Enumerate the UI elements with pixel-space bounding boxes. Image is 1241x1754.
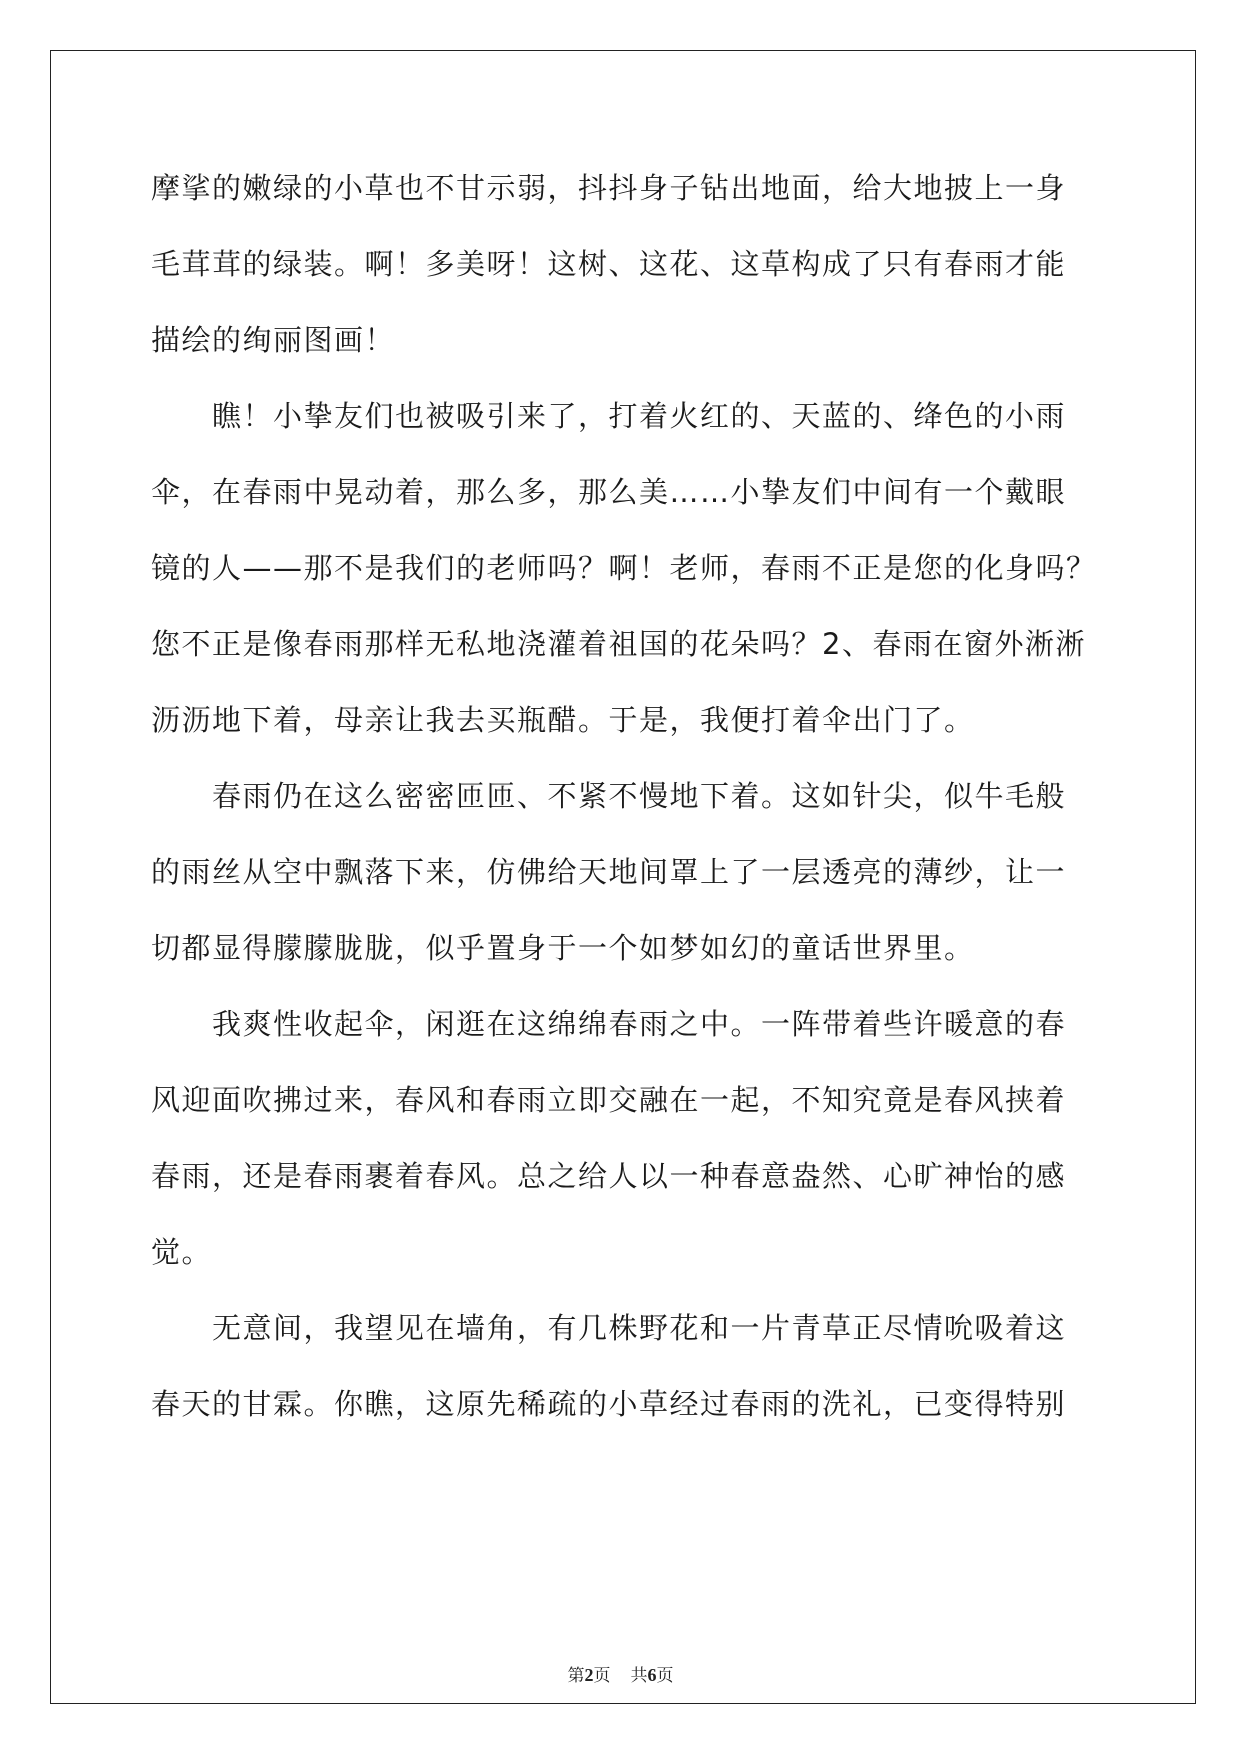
text-line: 镜的人——那不是我们的老师吗？啊！老师，春雨不正是您的化身吗？ bbox=[151, 551, 1097, 585]
paragraph-start-line: 我爽性收起伞，闲逛在这绵绵春雨之中。一阵带着些许暖意的春 bbox=[212, 1007, 1067, 1041]
page-number: 2 bbox=[584, 1665, 594, 1685]
footer-page-suffix: 页 bbox=[593, 1666, 611, 1686]
text-line: 春天的甘霖。你瞧，这原先稀疏的小草经过春雨的洗礼，已变得特别 bbox=[151, 1387, 1067, 1421]
page-footer bbox=[0, 1661, 1241, 1686]
paragraph-start-line: 无意间，我望见在墙角，有几株野花和一片青草正尽情吮吸着这 bbox=[212, 1311, 1067, 1345]
paragraph-start-line: 春雨仍在这么密密匝匝、不紧不慢地下着。这如针尖，似牛毛般 bbox=[212, 779, 1067, 813]
text-line: 沥沥地下着，母亲让我去买瓶醋。于是，我便打着伞出门了。 bbox=[151, 703, 975, 737]
text-line: 毛茸茸的绿装。啊！多美呀！这树、这花、这草构成了只有春雨才能 bbox=[151, 247, 1067, 281]
text-line: 风迎面吹拂过来，春风和春雨立即交融在一起，不知究竟是春风挟着 bbox=[151, 1083, 1067, 1117]
text-line: 摩挲的嫩绿的小草也不甘示弱，抖抖身子钻出地面，给大地披上一身 bbox=[151, 171, 1067, 205]
text-line: 春雨，还是春雨裹着春风。总之给人以一种春意盎然、心旷神怡的感 bbox=[151, 1159, 1067, 1193]
footer-prefix: 第 bbox=[567, 1666, 585, 1686]
text-line: 伞，在春雨中晃动着，那么多，那么美……小挚友们中间有一个戴眼 bbox=[151, 475, 1067, 509]
paragraph-start-line: 瞧！小挚友们也被吸引来了，打着火红的、天蓝的、绛色的小雨 bbox=[212, 399, 1067, 433]
text-line: 的雨丝从空中飘落下来，仿佛给天地间罩上了一层透亮的薄纱，让一 bbox=[151, 855, 1067, 889]
text-line: 描绘的绚丽图画！ bbox=[151, 323, 396, 357]
footer-total-suffix: 页 bbox=[656, 1666, 674, 1686]
total-pages: 6 bbox=[647, 1665, 657, 1685]
text-line: 您不正是像春雨那样无私地浇灌着祖国的花朵吗？2、春雨在窗外淅淅 bbox=[151, 627, 1086, 661]
text-line: 觉。 bbox=[151, 1235, 213, 1269]
footer-total-prefix: 共 bbox=[630, 1666, 648, 1686]
text-line: 切都显得朦朦胧胧，似乎置身于一个如梦如幻的童话世界里。 bbox=[151, 931, 975, 965]
